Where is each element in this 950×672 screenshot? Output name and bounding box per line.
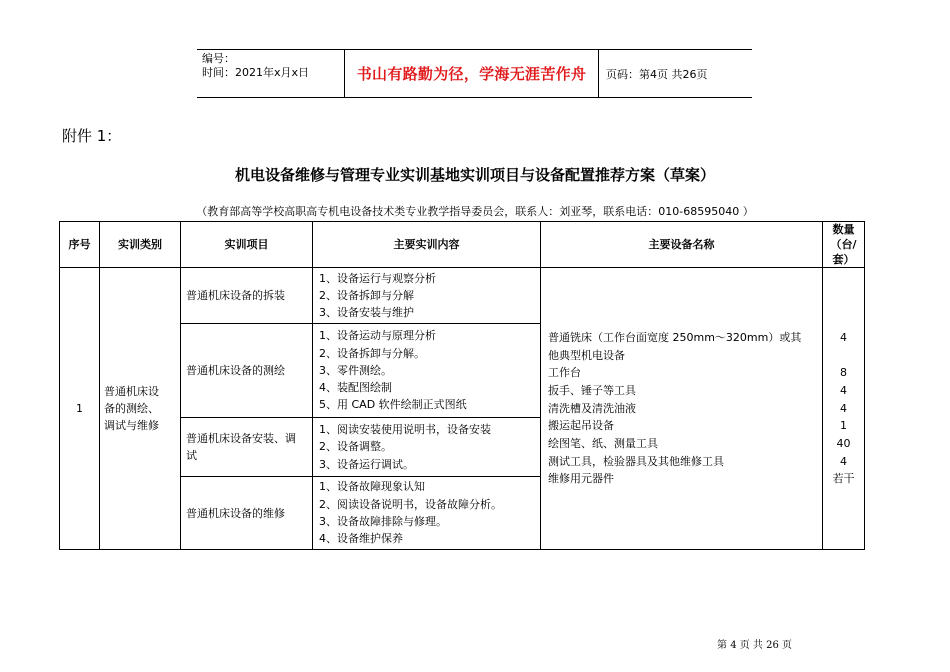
project-name: 普通机床设备的维修 [186, 506, 285, 520]
quantity-line: 40 [836, 437, 851, 451]
equipment-line: 搬运起吊设备 [548, 419, 614, 433]
content-line: 1、设备运行与观察分析 [319, 271, 436, 285]
cell-project [181, 418, 313, 477]
cell-category [100, 268, 181, 550]
header-category: 实训类别 [100, 222, 181, 268]
content-line: 1、设备故障现象认知 [319, 480, 425, 494]
cell-content [313, 268, 541, 324]
page-title: 机电设备维修与管理专业实训基地实训项目与设备配置推荐方案（草案） [234, 166, 715, 184]
header-page-code: 页码：第4页 共26页 [606, 67, 708, 81]
quantity-line [823, 347, 864, 365]
quantity-line: 4 [840, 454, 847, 468]
equipment-line: 扳手、锤子等工具 [548, 383, 636, 397]
document-number-label: 编号： [202, 52, 235, 65]
quantity-line: 4 [840, 330, 847, 344]
header-seq: 序号 [60, 222, 100, 268]
header-quantity [823, 222, 865, 268]
content-line: 4、设备维护保养 [319, 532, 403, 546]
cell-content [313, 418, 541, 477]
cell-content [313, 477, 541, 550]
equipment-line: 维修用元器件 [548, 472, 614, 486]
content-line: 4、装配图绘制 [319, 381, 392, 395]
cell-project [181, 477, 313, 550]
equipment-line: 测试工具，检验器具及其他维修工具 [548, 454, 724, 468]
content-line: 3、设备安装与维护 [319, 306, 414, 320]
header-quantity-line2: （台/套） [830, 238, 857, 266]
content-line: 3、零件测绘。 [319, 363, 392, 377]
cell-project [181, 324, 313, 418]
quantity-line: 8 [840, 366, 847, 380]
content-line: 1、阅读安装使用说明书，设备安装 [319, 423, 491, 437]
equipment-line: 清洗槽及清洗油液 [548, 401, 636, 415]
quantity-line: 4 [840, 401, 847, 415]
equipment-line: 他典型机电设备 [548, 348, 625, 362]
content-line: 2、阅读设备说明书，设备故障分析。 [319, 497, 502, 511]
page-footer: 第 4 页 共 26 页 [717, 640, 792, 651]
content-line: 2、设备拆卸与分解 [319, 288, 414, 302]
content-line: 5、用 CAD 软件绘制正式图纸 [319, 398, 467, 412]
cell-content [313, 324, 541, 418]
attachment-label: 附件 1： [62, 127, 122, 145]
quantity-line: 1 [840, 419, 847, 433]
equipment-line: 绘图笔、纸、测量工具 [548, 437, 658, 451]
equipment-line: 普通铣床（工作台面宽度 250mm～320mm）或其 [548, 330, 802, 344]
content-line: 3、设备运行调试。 [319, 457, 414, 471]
equipment-line: 工作台 [548, 366, 581, 380]
table-row [60, 268, 865, 324]
document-header [197, 49, 752, 98]
content-line: 1、设备运动与原理分析 [319, 329, 436, 343]
category-line: 调试与维修 [104, 419, 159, 432]
quantity-line: 4 [840, 383, 847, 397]
header-project: 实训项目 [181, 222, 313, 268]
project-name: 普通机床设备安装、调 [186, 432, 296, 445]
header-motto: 书山有路勤为径，学海无涯苦作舟 [344, 50, 599, 97]
category-line: 普通机床设 [104, 385, 159, 398]
project-name: 试 [186, 449, 197, 462]
header-quantity-line1: 数量 [832, 223, 855, 236]
content-line: 3、设备故障排除与修理。 [319, 515, 447, 528]
cell-equipment [541, 268, 823, 550]
header-meta [197, 50, 343, 97]
content-line: 2、设备拆卸与分解。 [319, 346, 425, 360]
page-subtitle: （教育部高等学校高职高专机电设备技术类专业教学指导委员会，联系人：刘亚琴，联系电话：010-68595040 ） [196, 205, 754, 218]
training-table [59, 221, 865, 550]
cell-quantity [823, 268, 865, 550]
header-equipment: 主要设备名称 [541, 222, 823, 268]
content-line: 2、设备调整。 [319, 440, 392, 454]
header-content: 主要实训内容 [313, 222, 541, 268]
quantity-line: 若干 [832, 472, 855, 486]
category-line: 备的测绘、 [104, 402, 159, 415]
project-name: 普通机床设备的测绘 [186, 364, 285, 377]
document-time: 时间：2021年x月x日 [202, 66, 310, 79]
cell-seq: 1 [60, 268, 100, 550]
table-header-row [60, 222, 865, 268]
project-name: 普通机床设备的拆装 [186, 289, 285, 302]
cell-project [181, 268, 313, 324]
